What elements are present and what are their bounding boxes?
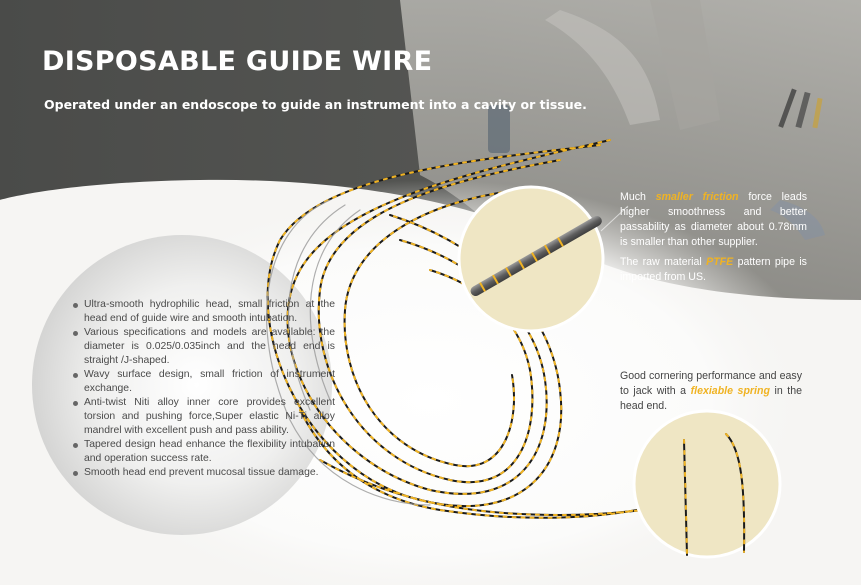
feature-item: Wavy surface design, small friction of instrument exchange. [73,368,335,396]
feature-item: Smooth head end prevent mucosal tissue damage. [73,466,335,480]
ptfe-highlight: PTFE [706,256,734,268]
friction-highlight: smaller friction [655,191,739,203]
page-title: DISPOSABLE GUIDE WIRE [42,46,433,77]
ptfe-text-after: pattern pipe is imported from US. [620,256,807,283]
feature-item: Ultra-smooth hydrophilic head, small friction at the head end of guide wire and smooth intubation. [73,298,335,326]
spring-highlight: flexiable spring [690,385,770,397]
wire-detail-circle [459,187,604,331]
friction-callout [620,190,807,250]
page-subtitle: Operated under an endoscope to guide an instrument into a cavity or tissue. [44,97,587,112]
feature-item: Tapered design head enhance the flexibility intubation and operation success rate. [73,438,335,466]
tip-detail-circle [634,411,780,557]
friction-text-before: Much [620,191,656,203]
friction-text-after: force leads higher smoothness and better passability as diameter about 0.78mm is smaller than other supplier. [620,191,808,248]
feature-list [73,298,335,480]
ptfe-text-before: The raw material [620,256,707,268]
feature-item: Various specifications and models are available: the diameter is 0.025/0.035inch and the head end is straight /J-shaped. [73,326,335,368]
feature-item: Anti-twist Niti alloy inner core provides excellent torsion and pushing force,Super elastic Ni-Ti alloy mandrel with excellent push and pass ability. [73,396,335,438]
spring-text-after: in the head end. [620,385,803,412]
spring-callout [620,369,802,414]
spring-text-before: Good cornering performance and easy to jack with a [620,370,802,397]
ptfe-callout [620,255,807,285]
